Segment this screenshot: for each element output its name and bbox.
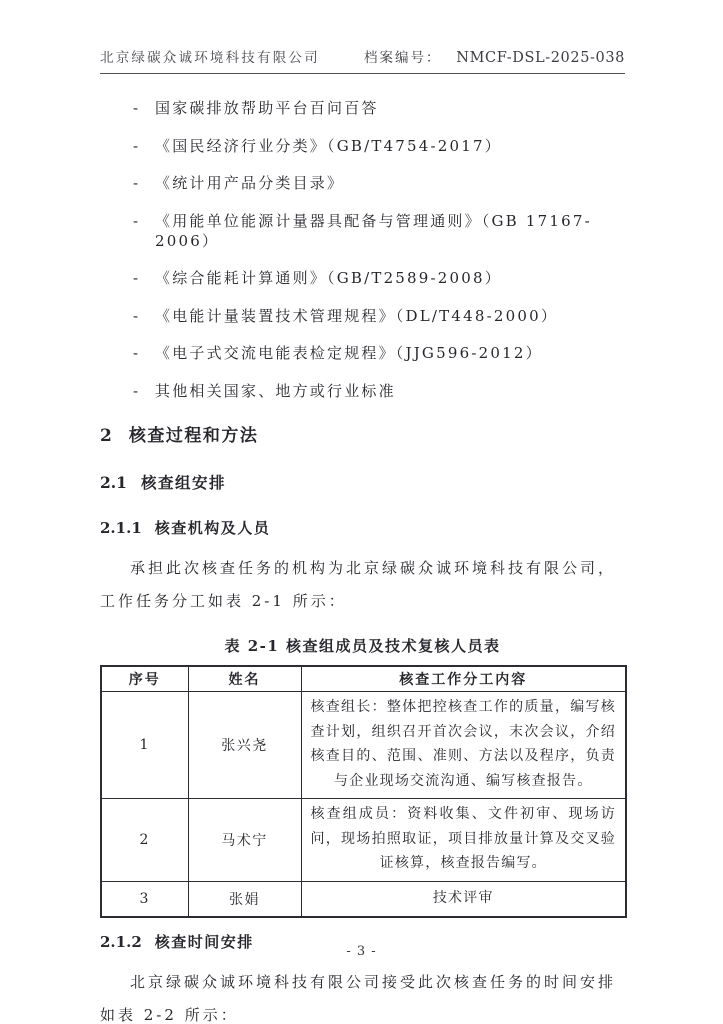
file-number-label: 档案编号：	[364, 50, 442, 66]
cell-index: 2	[101, 799, 188, 882]
page-header	[100, 46, 625, 74]
list-item	[100, 343, 625, 363]
page-number: - 3 -	[346, 944, 377, 959]
col-header-index: 序号	[101, 666, 188, 692]
file-number-value: NMCF-DSL-2025-038	[456, 50, 625, 66]
heading-number: 2.1.1	[100, 518, 142, 537]
list-item	[100, 268, 625, 288]
heading-number: 2.1	[100, 472, 127, 492]
heading-title: 核查时间安排	[154, 932, 254, 951]
section-heading-2-1-1	[100, 517, 625, 538]
bullet-dash: -	[133, 211, 141, 230]
list-item-text: 《电子式交流电能表检定规程》（JJG596-2012）	[155, 344, 543, 362]
col-header-duty: 核查工作分工内容	[301, 666, 626, 692]
file-number	[364, 46, 625, 66]
bullet-dash: -	[133, 136, 141, 155]
col-header-name: 姓名	[188, 666, 301, 692]
cell-name: 张兴尧	[188, 692, 301, 799]
list-item-text: 《用能单位能源计量器具配备与管理通则》（GB 17167-2006）	[155, 211, 592, 250]
heading-number: 2	[100, 425, 112, 446]
list-item	[100, 306, 625, 326]
list-item-text: 《电能计量装置技术管理规程》（DL/T448-2000）	[155, 306, 559, 325]
heading-title: 核查机构及人员	[154, 518, 271, 537]
table-row	[101, 799, 626, 882]
bullet-dash: -	[133, 306, 141, 325]
bullet-dash: -	[133, 381, 141, 400]
table-header-row	[101, 666, 626, 692]
table-row	[101, 881, 626, 917]
bullet-dash: -	[133, 174, 141, 192]
heading-title: 核查过程和方法	[128, 425, 259, 446]
paragraph-line: 如表 2-2 所示：	[100, 1005, 239, 1024]
list-item	[100, 211, 625, 251]
cell-index: 3	[101, 881, 188, 917]
list-item	[100, 173, 625, 193]
paragraph-org	[100, 552, 625, 618]
list-item	[100, 136, 625, 156]
list-item-text: 《国民经济行业分类》（GB/T4754-2017）	[155, 136, 502, 155]
cell-duty: 技术评审	[301, 881, 626, 917]
list-item-text: 其他相关国家、地方或行业标准	[155, 381, 396, 400]
paragraph-schedule	[100, 966, 625, 1024]
paragraph-line: 承担此次核查任务的机构为北京绿碳众诚环境科技有限公司，	[130, 558, 617, 577]
cell-duty: 核查组长：整体把控核查工作的质量，编写核查计划，组织召开首次会议，末次会议，介绍核查目的、范围、准则、方法以及程序，负责与企业现场交流沟通、编写核查报告。	[301, 692, 626, 799]
paragraph-line: 北京绿碳众诚环境科技有限公司接受此次核查任务的时间安排	[130, 972, 617, 991]
list-item	[100, 381, 625, 401]
list-item	[100, 98, 625, 118]
heading-number: 2.1.2	[100, 932, 142, 951]
cell-duty: 核查组成员：资料收集、文件初审、现场访问，现场拍照取证，项目排放量计算及交叉验证核算，核查报告编写。	[301, 799, 626, 882]
section-heading-2	[100, 421, 625, 446]
paragraph-line: 工作任务分工如表 2-1 所示：	[100, 591, 347, 610]
bullet-dash: -	[133, 99, 141, 117]
heading-title: 核查组安排	[140, 472, 226, 492]
bullet-dash: -	[133, 269, 141, 287]
bullet-dash: -	[133, 344, 141, 362]
table-row	[101, 692, 626, 799]
members-table	[100, 665, 627, 918]
list-item-text: 《统计用产品分类目录》	[155, 174, 345, 192]
section-heading-2-1	[100, 471, 625, 493]
list-item-text: 国家碳排放帮助平台百问百答	[155, 99, 379, 117]
cell-name: 马术宁	[188, 799, 301, 882]
cell-name: 张娟	[188, 881, 301, 917]
company-name: 北京绿碳众诚环境科技有限公司	[100, 50, 320, 66]
standards-list	[100, 98, 625, 401]
table-caption: 表 2-1 核查组成员及技术复核人员表	[224, 636, 501, 655]
list-item-text: 《综合能耗计算通则》（GB/T2589-2008）	[155, 269, 502, 287]
cell-index: 1	[101, 692, 188, 799]
